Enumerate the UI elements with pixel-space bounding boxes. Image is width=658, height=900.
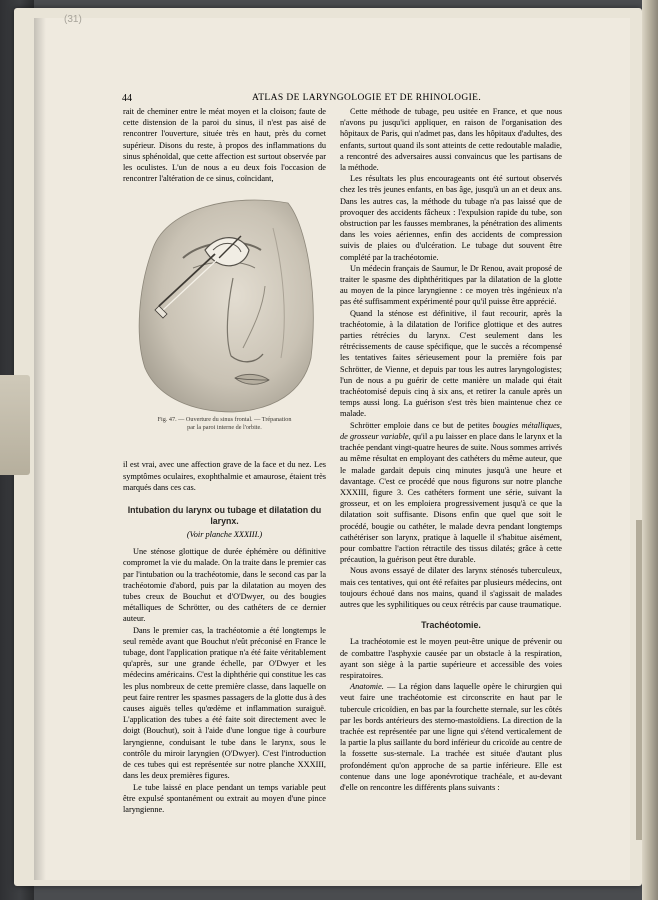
right-para-6: Nous avons essayé de dilater des larynx sténosés tuberculeux, mais ces tentatives, qui ont été refaites par plusieurs médecins, ont toujours échoué dans nos mains, quand il s'agissait de malades autres que les syphilitiques ou ceux rétrécis par cause traumatique. (340, 566, 562, 609)
right-para-5-end: , qu'il a pu laisser en place dans le larynx et la trachée pendant vingt-quatre heures de suite. Nous sommes arrivés au même résultat en employant des cathéters du même auteur, que le malade gardait depuis cinq minutes jusqu'à une heure et davantage. C'est ce procédé que nous figurons sur notre planche XXXIII, figure 3. Ces cathéters forment une série, suivant la grosseur, et on les emploiera progressivement jusqu'à ce que la dilatation soit suffisante. Disons enfin que quel que soit le procédé, bougie ou cathéter, le malade devra pendant longtemps cathétériser son larynx, pratique à laquelle il s'habitue aisément, pour combattre l'action rétractile des tissus dilatés; grâce à cette précaution, la guérison peut être durable. (340, 431, 562, 565)
right-para-5 (340, 420, 562, 566)
right-para-5-start: Schrötter emploie dans ce but de petites (350, 420, 493, 430)
figure-caption-line-1: Fig. 47. — Ouverture du sinus frontal. — Trépanation (157, 416, 292, 424)
section-subtitle-plate: (Voir planche XXXIII.) (186, 530, 263, 540)
section-title-intubation: Intubation du larynx ou tubage et dilatation du larynx. (127, 505, 322, 527)
right-para-8 (340, 681, 562, 793)
figure-caption-line-2: par la paroi interne de l'orbite. (187, 424, 262, 432)
left-para-1: rait de cheminer entre le méat moyen et la cloison; faute de cette distension de la paroi du sinus, il n'est pas aisé de rencontrer l'ouverture, située très en haut, près du cornet supérieur. Disons du reste, à propos des inflammations du sinus sphénoïdal, que cette affection est surtout observée par les oculistes. L'un de nous a eu deux fois l'occasion de rencontrer l'altération de ce sinus, coïncidant, (123, 107, 326, 184)
left-para-2: il est vrai, avec une affection grave de la face et du nez. Les symptômes oculaires, exophthalmie et amaurose, étaient très marqués dans ces cas. (123, 460, 326, 492)
left-para-3: Une sténose glottique de durée éphémère ou définitive compromet la vie du malade. On la traite dans le premier cas par l'intubation ou la trachéotomie, dans le second cas par la trachéotomie d'abord, puis par la dilatation au moyen des tubes creux de Bouchut et d'O'Dwyer, ou des bougies métalliques de Schrötter, ou des cathéters de ce dernier auteur. (123, 547, 326, 624)
right-para-2: Les résultats les plus encourageants ont été surtout observés chez les très jeunes enfants, en bas âge, jusqu'à un an et deux ans. Dans les autres cas, la méthode du tubage n'a pas laissé que de provoquer des accidents fâcheux : l'expulsion rapide du tube, son obstruction par les fausses membranes, la pénétration des aliments dans les voies aériennes, enfin des accidents de compression suivis de plaies ou d'ulcération. Le tubage dut souvent être complété par la trachéotomie. (340, 174, 562, 262)
left-para-5: Le tube laissé en place pendant un temps variable peut être expulsé spontanément ou extrait au moyen d'une pince laryngienne. (123, 782, 326, 814)
page-tab-right (636, 520, 642, 840)
left-column (123, 106, 326, 815)
right-para-7: La trachéotomie est le moyen peut-être unique de prévenir ou de combattre l'asphyxie causée par un obstacle à la respiration, ayant son siège à la partie supérieure et accessible des voies respiratoires. (340, 637, 562, 680)
right-para-1: Cette méthode de tubage, peu usitée en France, et que nous n'avons pu jusqu'ici appliquer, en raison de l'organisation des hôpitaux de Paris, qui n'admet pas, dans les hôpitaux d'adultes, des enfants, surtout quand ils sont atteints de cette redoutable maladie, a rencontré des adversaires aussi convaincus que les partisans de la méthode. (340, 107, 562, 173)
frontal-sinus-trepanation-illustration (123, 188, 326, 414)
page-gutter-shadow (34, 18, 46, 880)
figure-caption (123, 416, 326, 432)
right-para-4: Quand la sténose est définitive, il faut recourir, après la trachéotomie, à la dilatation de l'orifice glottique et des autres parties rétrécies du larynx. C'est seulement dans les rétrécissements de cause spécifique, que le succès a récompensé les tentatives faites sérieusement pour la première fois par Schrötter, de Vienne, et depuis par tous les autres laryngologistes; l'un de nous a pu guérir de cette manière un malade qui était trachéotomisé depuis cinq à six ans, et retirer la canule après un temps aussi long. La guérison s'est très bien maintenue chez ce malade. (340, 308, 562, 419)
right-para-8-italic: Anatomie. (350, 682, 384, 692)
page-number: 44 (122, 93, 132, 104)
page-edge-right (642, 0, 658, 900)
pencil-mark: (31) (64, 14, 82, 25)
right-column (340, 106, 562, 793)
section-title-tracheotomie: Trachéotomie. (421, 620, 481, 631)
figure-47 (123, 188, 326, 456)
right-para-8-rest: — La région dans laquelle opère le chirurgien qui veut faire une trachéotomie est circonscrite en haut par le tubercule cricoïdien, en bas par la fourchette sternale, sur les côtés par les bords antérieurs des sterno-mastoïdiens. La direction de la trachée est représentée par une ligne qui s'étend verticalement de la partie la plus saillante du bord inférieur du cricoïde au centre de la fossette sus-sternale. La trachée est située d'autant plus profondément qu'on approche de sa partie inférieure. Elle est contenue dans une loge aponévrotique trachéale, et au-devant d'elle on rencontre les différents plans suivants : (340, 682, 562, 792)
right-para-3: Un médecin français de Saumur, le Dr Renou, avait proposé de traiter le spasme des diphthéritiques par la dilatation de la glotte au moyen de la pince laryngienne : ce moyen très ingénieux n'a pas été suffisamment expérimenté pour qu'il puisse être apprécié. (340, 263, 562, 307)
left-para-4: Dans le premier cas, la trachéotomie a été longtemps le seul remède avant que Bouchut n'eût préconisé en France le tubage, dont l'application pratique n'a été faite véritablement qu'après, sur une grande échelle, par O'Dwyer et les médecins américains. C'est la diphthérie qui constitue les cas les plus nombreux de cette première classe, dans laquelle on peut faire rentrer les spasmes passagers de la glotte dus à des causes aiguës telles qu'œdème et inflammation suraiguë. L'application des tubes a été faite soit directement avec le doigt (Bouchut), soit à l'aide d'une longue tige à courbure laryngienne, conduisant le tube dans le larynx, sous le contrôle du miroir laryngien (O'Dwyer). C'est l'introduction de ces tubes qui est représentée sur notre planche XXXIII, dans les deux premières figures. (123, 625, 326, 781)
right-para-5-italic: bougies métalliques, de grosseur variable (340, 420, 562, 441)
running-head: ATLAS DE LARYNGOLOGIE ET DE RHINOLOGIE. (252, 93, 482, 103)
page-clip (0, 375, 30, 475)
